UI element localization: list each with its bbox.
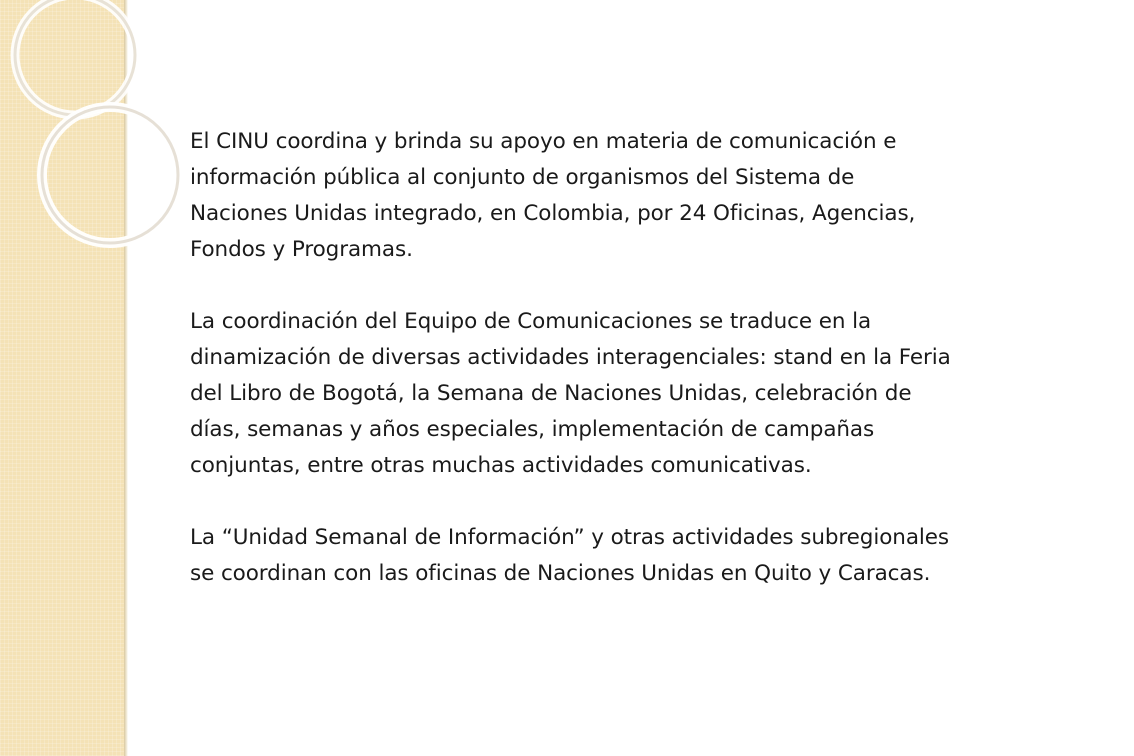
paragraph-communications-team: La coordinación del Equipo de Comunicaciones se traduce en la dinamización de diversas actividades interagenciales: stand en la Feria del Libro de Bogotá, la Semana de Naciones Unidas, celebración de días, semanas y años especiales, implementación de campañas conjuntas, entre otras muchas actividades comunicativas. — [190, 309, 951, 478]
slide-body — [190, 124, 1050, 628]
decorative-ring-middle-inner — [42, 107, 178, 243]
paragraph-weekly-unit: La “Unidad Semanal de Información” y otras actividades subregionales se coordinan con las oficinas de Naciones Unidas en Quito y Caracas. — [190, 525, 949, 586]
paragraph-cinu-coordination: El CINU coordina y brinda su apoyo en materia de comunicación e información pública al conjunto de organismos del Sistema de Naciones Unidas integrado, en Colombia, por 24 Oficinas, Agencias, Fondos y Programas. — [190, 129, 916, 262]
decorative-rings — [0, 0, 200, 300]
